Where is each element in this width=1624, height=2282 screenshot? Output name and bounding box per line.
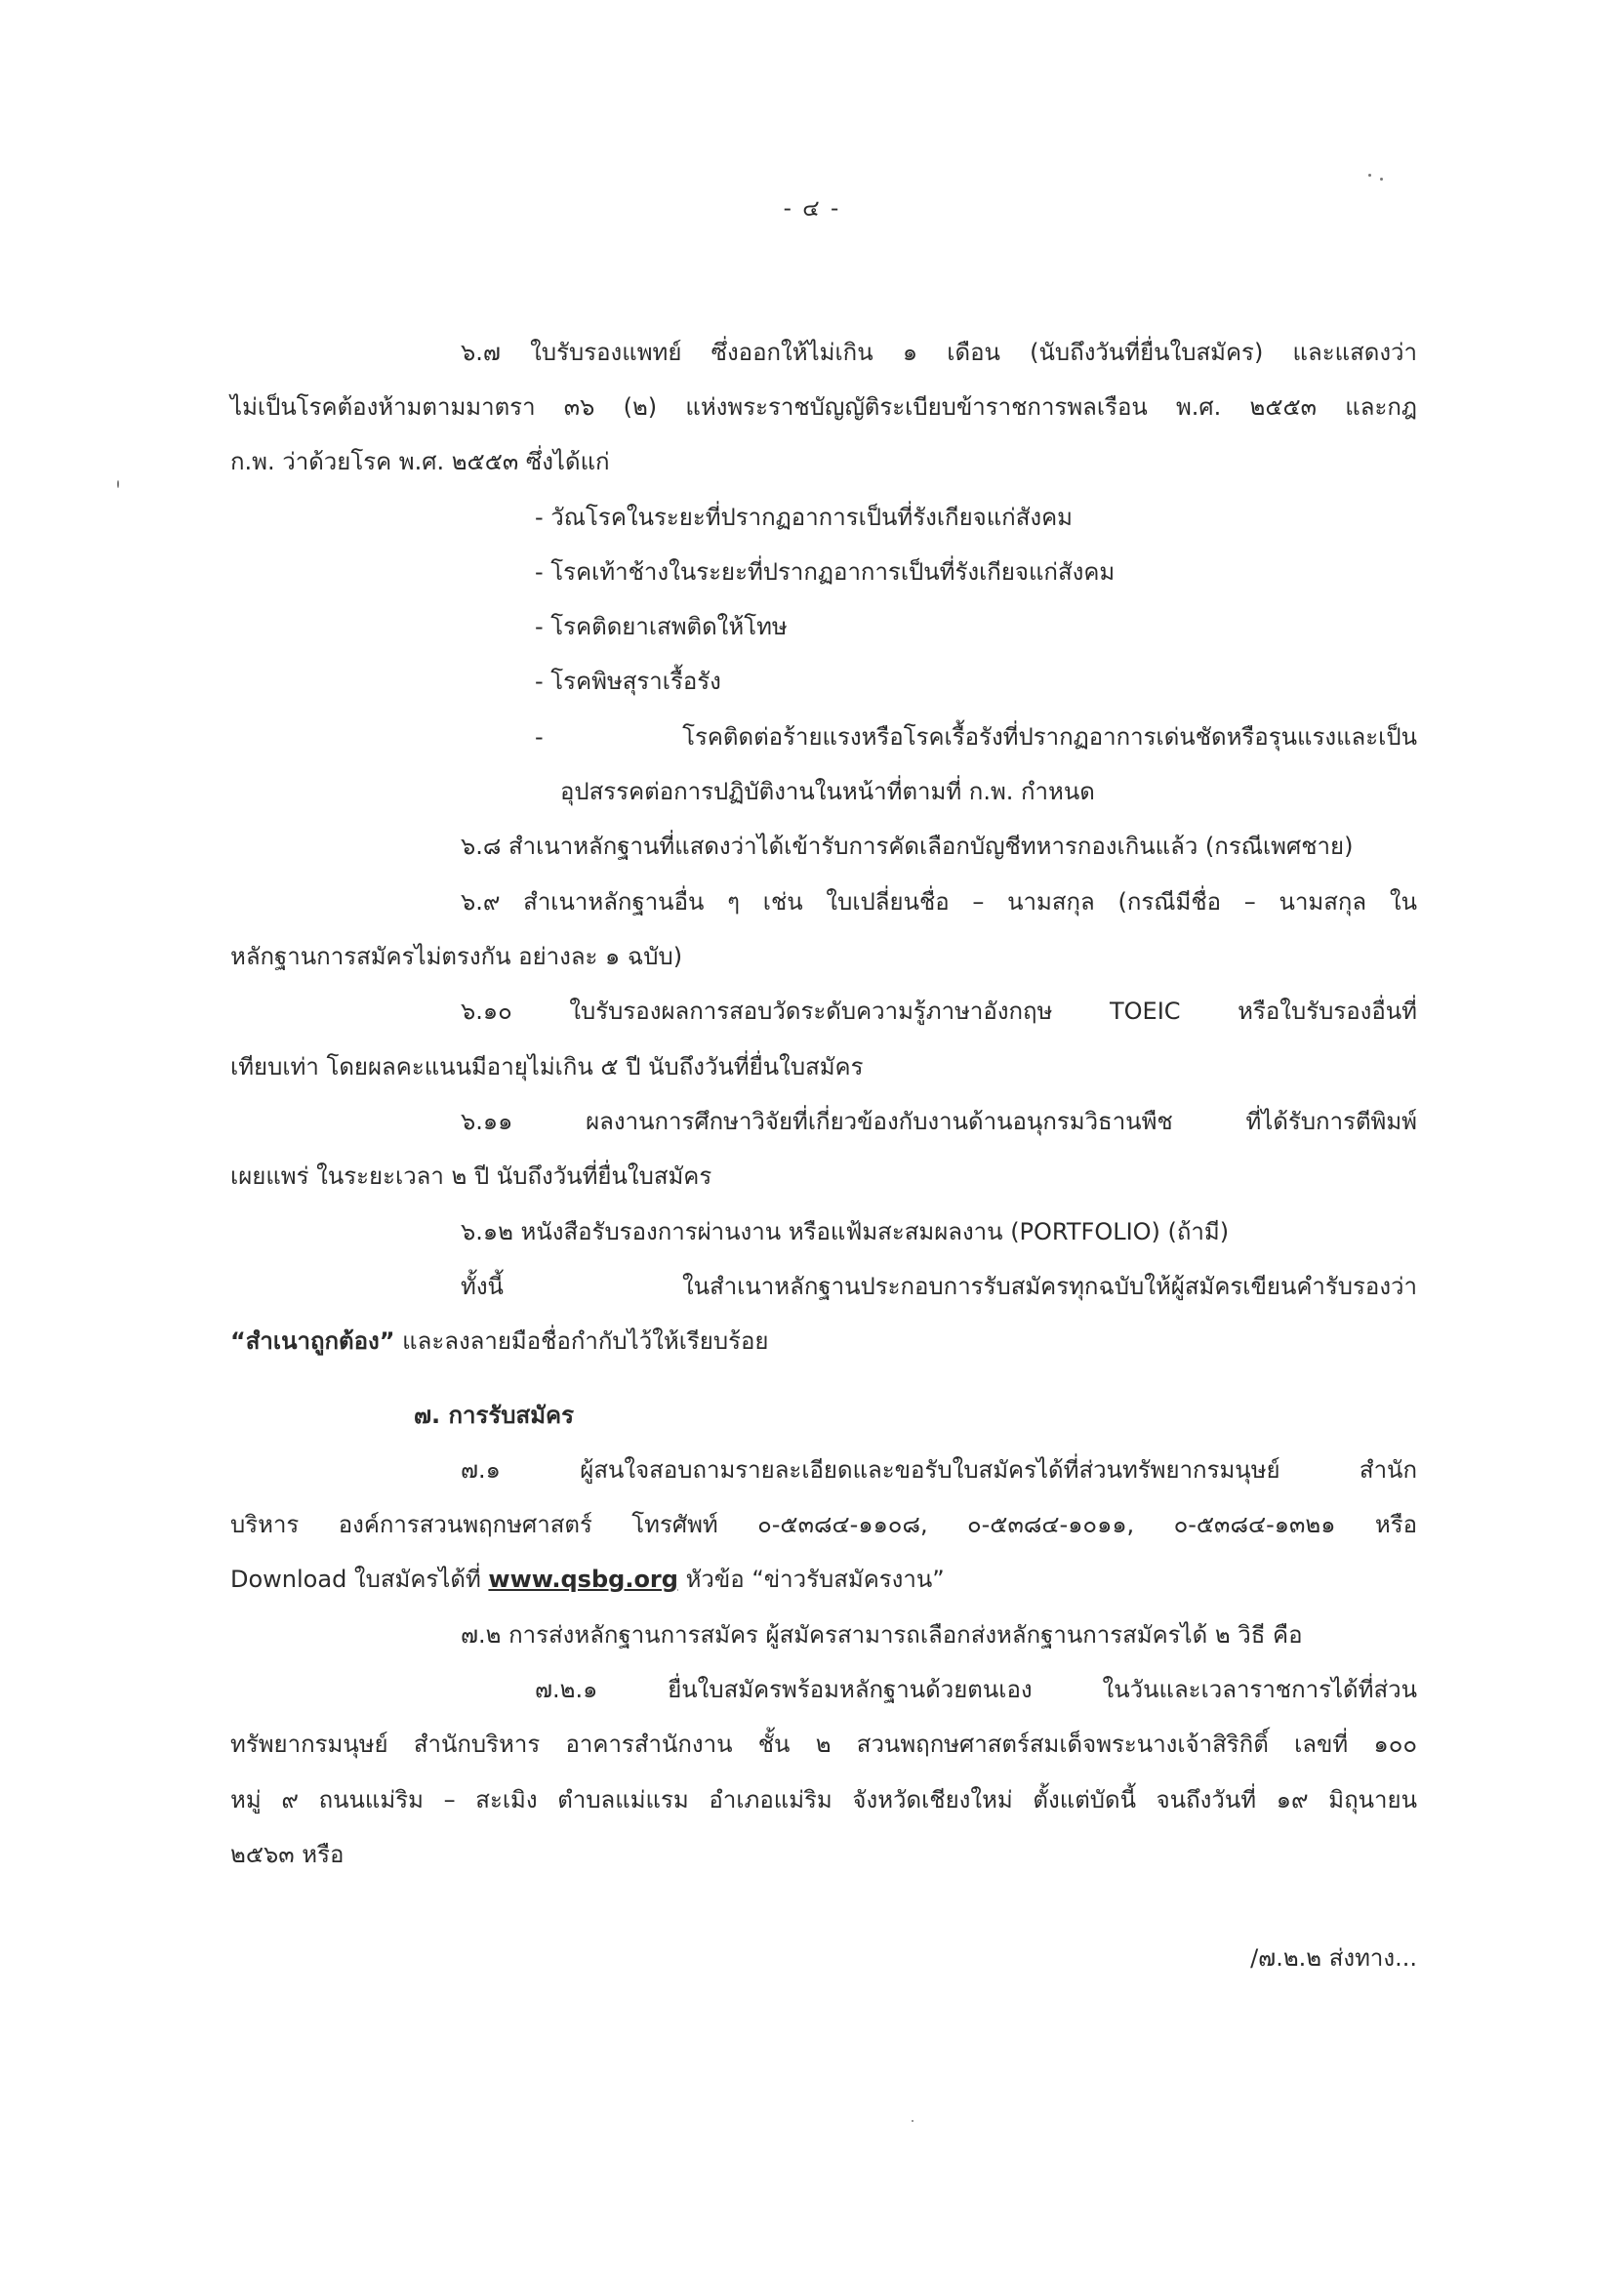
note-line-1: ทั้งนี้ ในสำเนาหลักฐานประกอบการรับสมัครทุกฉบับให้ผู้สมัครเขียนคำรับรองว่า [461, 1273, 1417, 1300]
section-6-7-line-2: ไม่เป็นโรคต้องห้ามตามมาตรา ๓๖ (๒) แห่งพระราชบัญญัติระเบียบข้าราชการพลเรือน พ.ศ. ๒๕๕๓ และกฎ [230, 393, 1417, 421]
section-7-1-line-1: ๗.๑ ผู้สนใจสอบถามรายละเอียดและขอรับใบสมัครได้ที่ส่วนทรัพยากรมนุษย์ สำนัก [461, 1456, 1417, 1484]
section-6-9-line-2: หลักฐานการสมัครไม่ตรงกัน อย่างละ ๑ ฉบับ) [230, 943, 683, 970]
section-7-2-1-line-2: ทรัพยากรมนุษย์ สำนักบริหาร อาคารสำนักงาน ชั้น ๒ สวนพฤกษศาสตร์สมเด็จพระนางเจ้าสิริกิติ์ เลขที่ ๑๐๐ [230, 1731, 1417, 1758]
section-6-11-line-2: เผยแพร่ ในระยะเวลา ๒ ปี นับถึงวันที่ยื่นใบสมัคร [230, 1162, 712, 1190]
note-line-2 [230, 1324, 768, 1363]
note-certified-copy: “สำเนาถูกต้อง” [230, 1327, 395, 1355]
scan-speck [1368, 174, 1371, 177]
list-item-alcoholism: - โรคพิษสุราเรื้อรัง [535, 668, 721, 695]
page-number: - ๔ - [783, 196, 841, 222]
section-6-8: ๖.๘ สำเนาหลักฐานที่แสดงว่าได้เข้ารับการคัดเลือกบัญชีทหารกองเกินแล้ว (กรณีเพศชาย) [461, 833, 1354, 860]
section-6-7-line-1: ๖.๗ ใบรับรองแพทย์ ซึ่งออกให้ไม่เกิน ๑ เดือน (นับถึงวันที่ยื่นใบสมัคร) และแสดงว่า [461, 339, 1417, 366]
scan-speck [117, 480, 119, 488]
section-6-11-line-1: ๖.๑๑ ผลงานการศึกษาวิจัยที่เกี่ยวข้องกับงานด้านอนุกรมวิธานพืช ที่ได้รับการตีพิมพ์ [461, 1108, 1417, 1135]
section-6-7-line-3: ก.พ. ว่าด้วยโรค พ.ศ. ๒๕๕๓ ซึ่งได้แก่ [230, 448, 610, 475]
section-6-12: ๖.๑๒ หนังสือรับรองการผ่านงาน หรือแฟ้มสะสมผลงาน (PORTFOLIO) (ถ้ามี) [461, 1218, 1230, 1245]
list-item-drug-addiction: - โรคติดยาเสพติดให้โทษ [535, 613, 788, 640]
section-7-heading: ๗. การรับสมัคร [414, 1402, 574, 1429]
section-6-10-line-1: ๖.๑๐ ใบรับรองผลการสอบวัดระดับความรู้ภาษาอังกฤษ TOEIC หรือใบรับรองอื่นที่ [461, 998, 1417, 1025]
section-7-2-1-line-3: หมู่ ๙ ถนนแม่ริม – สะเมิง ตำบลแม่แรม อำเภอแม่ริม จังหวัดเชียงใหม่ ตั้งแต่บัดนี้ จนถึงวันที่ ๑๙ มิถุนายน [230, 1786, 1417, 1813]
section-7-2-1-line-1: ๗.๒.๑ ยื่นใบสมัครพร้อมหลักฐานด้วยตนเอง ในวันและเวลาราชการได้ที่ส่วน [535, 1676, 1417, 1703]
section-7-1-line-2: บริหาร องค์การสวนพฤกษศาสตร์ โทรศัพท์ ๐-๕๓๘๔-๑๑๐๘, ๐-๕๓๘๔-๑๐๑๑, ๐-๕๓๘๔-๑๓๒๑ หรือ [230, 1511, 1417, 1538]
list-item-tuberculosis: - วัณโรคในระยะที่ปรากฏอาการเป็นที่รังเกียจแก่สังคม [535, 504, 1073, 531]
section-7-2: ๗.๒ การส่งหลักฐานการสมัคร ผู้สมัครสามารถเลือกส่งหลักฐานการสมัครได้ ๒ วิธี คือ [461, 1621, 1303, 1649]
scan-speck [1380, 178, 1383, 181]
list-item-elephantiasis: - โรคเท้าช้างในระยะที่ปรากฏอาการเป็นที่รังเกียจแก่สังคม [535, 558, 1116, 586]
list-item-severe-disease: - โรคติดต่อร้ายแรงหรือโรคเรื้อรังที่ปรากฏอาการเด่นชัดหรือรุนแรงและเป็น [535, 723, 1417, 751]
section-7-1-line-3 [230, 1562, 945, 1601]
section-7-2-1-line-4: ๒๕๖๓ หรือ [230, 1841, 345, 1868]
download-text: Download ใบสมัครได้ที่ [230, 1566, 489, 1593]
topic-text: หัวข้อ “ข่าวรับสมัครงาน” [677, 1566, 945, 1593]
list-item-severe-disease-cont: อุปสรรคต่อการปฏิบัติงานในหน้าที่ตามที่ ก.พ. กำหนด [560, 778, 1095, 805]
section-6-10-line-2: เทียบเท่า โดยผลคะแนนมีอายุไม่เกิน ๕ ปี นับถึงวันที่ยื่นใบสมัคร [230, 1053, 864, 1080]
page-continuation: /๗.๒.๒ ส่งทาง... [1250, 1944, 1417, 1972]
note-sign-instruction: และลงลายมือชื่อกำกับไว้ให้เรียบร้อย [394, 1327, 769, 1355]
section-6-9-line-1: ๖.๙ สำเนาหลักฐานอื่น ๆ เช่น ใบเปลี่ยนชื่อ – นามสกุล (กรณีมีชื่อ – นามสกุล ใน [461, 888, 1417, 916]
scan-speck [912, 2120, 914, 2122]
qsbg-website-link[interactable]: www.qsbg.org [488, 1566, 678, 1593]
